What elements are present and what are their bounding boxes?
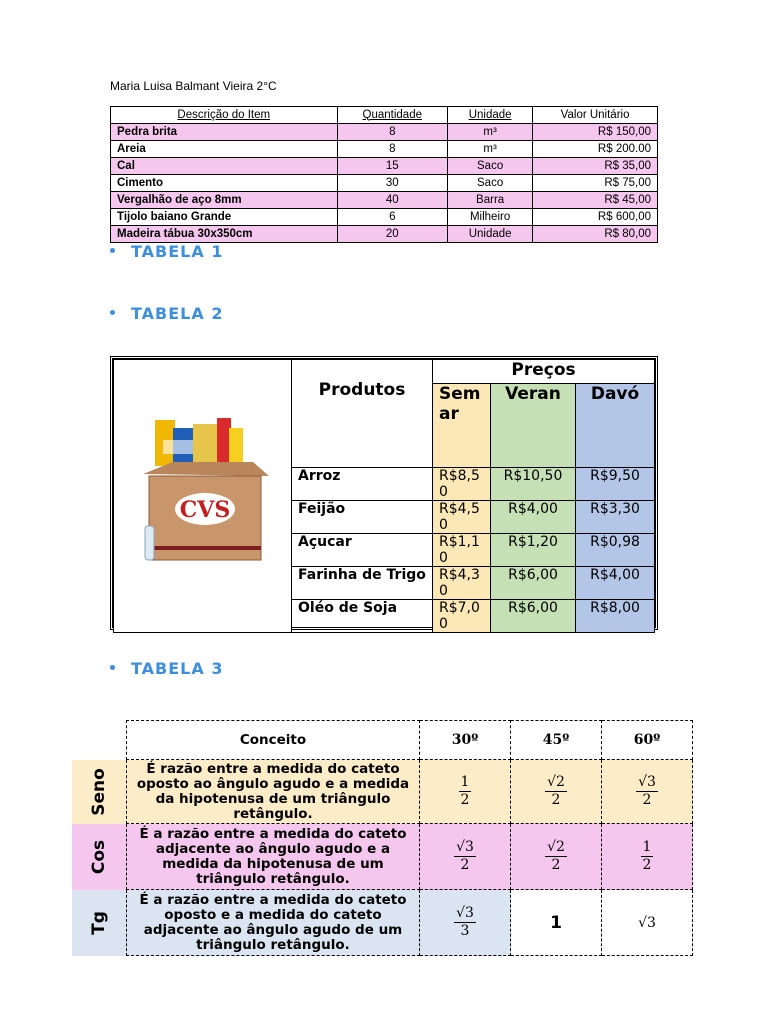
- bullet-dot: [110, 310, 115, 315]
- price-semar: R$4,30: [433, 567, 491, 600]
- concept-text: É razão entre a medida do cateto oposto ao ângulo agudo e a medida da hipotenusa de um triângulo retângulo.: [127, 760, 420, 824]
- row-label-seno: Seno: [72, 760, 127, 824]
- grocery-box-icon: [133, 414, 273, 574]
- value-cell: $\frac{√2}{2}$: [511, 760, 602, 824]
- value-cell: √3: [602, 890, 693, 956]
- column-header: 60º: [602, 721, 693, 760]
- value-cell: 1: [511, 890, 602, 956]
- cell-quantity: 8: [337, 141, 448, 158]
- cell-quantity: 40: [337, 192, 448, 209]
- column-header: 45º: [511, 721, 602, 760]
- cell-value: R$ 35,00: [533, 158, 658, 175]
- author-name: Maria Luisa Balmant Vieira 2°C: [110, 79, 277, 93]
- value-cell: $\frac{1}{2}$: [602, 824, 693, 890]
- prices-table-frame: [110, 356, 658, 630]
- table-row: [111, 158, 658, 175]
- table-row: [111, 209, 658, 226]
- value-cell: $\frac{√2}{2}$: [511, 824, 602, 890]
- cell-unit: Saco: [448, 175, 533, 192]
- cell-quantity: 6: [337, 209, 448, 226]
- precos-header: Preços: [433, 360, 655, 384]
- trig-table: [72, 720, 693, 956]
- cell-description: Tijolo baiano Grande: [111, 209, 338, 226]
- table-row: [111, 226, 658, 243]
- value-cell: $\frac{√3}{2}$: [420, 824, 511, 890]
- cell-unit: Unidade: [448, 226, 533, 243]
- cell-unit: Saco: [448, 158, 533, 175]
- box-logo-text: CVS: [179, 497, 230, 523]
- cell-unit: Milheiro: [448, 209, 533, 226]
- cell-value: R$ 600,00: [533, 209, 658, 226]
- cell-description: Cimento: [111, 175, 338, 192]
- materials-table: [110, 106, 658, 243]
- price-davo: R$3,30: [576, 501, 655, 534]
- cell-unit: m³: [448, 141, 533, 158]
- prices-table: [113, 359, 655, 633]
- store-header-davo: Davó: [576, 384, 655, 468]
- product-name: Feijão: [292, 501, 433, 534]
- price-davo: R$0,98: [576, 534, 655, 567]
- cell-unit: Barra: [448, 192, 533, 209]
- product-name: Açucar: [292, 534, 433, 567]
- cell-unit: m³: [448, 124, 533, 141]
- price-davo: R$9,50: [576, 468, 655, 501]
- cell-description: Areia: [111, 141, 338, 158]
- table-row: [111, 124, 658, 141]
- table-row: [72, 824, 693, 890]
- bullet-dot: [110, 248, 115, 253]
- bullet-dot: [110, 665, 115, 670]
- price-veran: R$6,00: [491, 567, 576, 600]
- table-row: [111, 141, 658, 158]
- table-row: [111, 175, 658, 192]
- product-name: Farinha de Trigo: [292, 567, 433, 600]
- value-cell: $\frac{√3}{2}$: [602, 760, 693, 824]
- cell-description: Pedra brita: [111, 124, 338, 141]
- column-header: Conceito: [127, 721, 420, 760]
- price-veran: R$1,20: [491, 534, 576, 567]
- concept-text: É a razão entre a medida do cateto adjacente ao ângulo agudo e a medida da hipotenusa de um triângulo retângulo.: [127, 824, 420, 890]
- bullet-tabela-2: [110, 304, 223, 323]
- cell-quantity: 20: [337, 226, 448, 243]
- value-cell: $\frac{1}{2}$: [420, 760, 511, 824]
- cell-quantity: 30: [337, 175, 448, 192]
- column-header: Quantidade: [337, 107, 448, 124]
- price-veran: R$10,50: [491, 468, 576, 501]
- table-row: [72, 890, 693, 956]
- price-davo: R$4,00: [576, 567, 655, 600]
- store-header-semar: Sem ar: [433, 384, 491, 468]
- cell-description: Madeira tábua 30x350cm: [111, 226, 338, 243]
- price-semar: R$1,10: [433, 534, 491, 567]
- column-header: 30º: [420, 721, 511, 760]
- cell-quantity: 15: [337, 158, 448, 175]
- table-row: [72, 760, 693, 824]
- table-row: [111, 192, 658, 209]
- cell-value: R$ 200.00: [533, 141, 658, 158]
- cell-value: R$ 150,00: [533, 124, 658, 141]
- column-header: Descrição do Item: [111, 107, 338, 124]
- produtos-header: Produtos: [292, 360, 433, 468]
- table-header-row: [111, 107, 658, 124]
- cell-quantity: 8: [337, 124, 448, 141]
- product-name: Arroz: [292, 468, 433, 501]
- price-veran: R$4,00: [491, 501, 576, 534]
- bullet-tabela-3: [110, 659, 223, 678]
- bullet-text: TABELA 1: [131, 242, 224, 261]
- price-semar: R$4,50: [433, 501, 491, 534]
- store-header-veran: Veran: [491, 384, 576, 468]
- row-label-tg: Tg: [72, 890, 127, 956]
- cell-value: R$ 75,00: [533, 175, 658, 192]
- price-davo: R$8,00: [576, 600, 655, 633]
- cell-value: R$ 45,00: [533, 192, 658, 209]
- row-label-cos: Cos: [72, 824, 127, 890]
- cell-description: Vergalhão de aço 8mm: [111, 192, 338, 209]
- bullet-tabela-1: [110, 242, 223, 261]
- cell-value: R$ 80,00: [533, 226, 658, 243]
- bullet-text: TABELA 3: [131, 659, 224, 678]
- column-header: Unidade: [448, 107, 533, 124]
- grocery-box-image: [114, 360, 292, 633]
- column-header: Valor Unitário: [533, 107, 658, 124]
- concept-text: É a razão entre a medida do cateto oposto e a medida do cateto adjacente ao ângulo agudo de um triângulo retângulo.: [127, 890, 420, 956]
- product-name: Oléo de Soja: [292, 600, 433, 633]
- price-veran: R$6,00: [491, 600, 576, 633]
- cell-description: Cal: [111, 158, 338, 175]
- price-semar: R$8,50: [433, 468, 491, 501]
- value-cell: $\frac{√3}{3}$: [420, 890, 511, 956]
- price-semar: R$7,00: [433, 600, 491, 633]
- bullet-text: TABELA 2: [131, 304, 224, 323]
